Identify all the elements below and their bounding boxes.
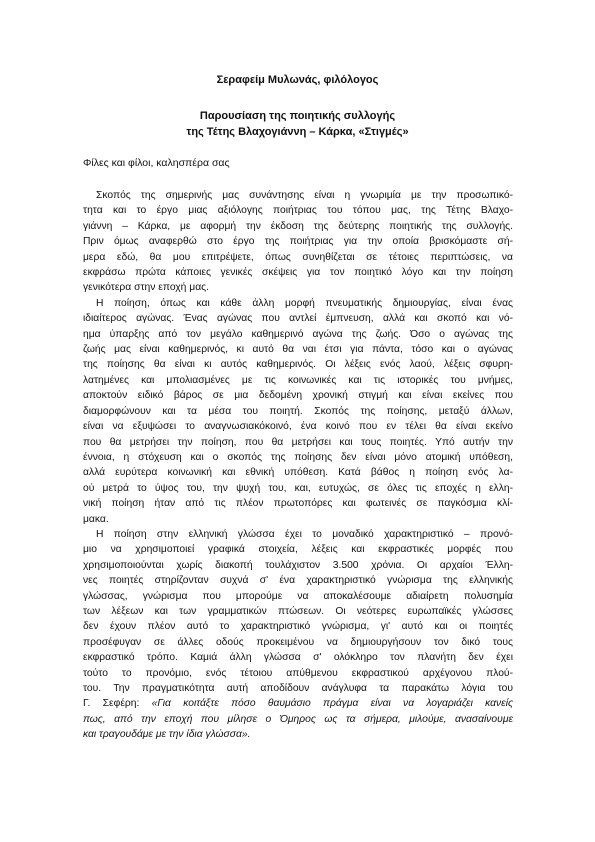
- text-line: νική ποίηση ήταν από τις πλέον πρωτοπόρες και φωτεινές σε παγκόσμια κλί-: [83, 498, 513, 510]
- quote-line: [83, 696, 513, 711]
- text-line: της ποίησης θα είναι κι αυτός καθημερινός. Οι λέξεις ενός λαού, λέξεις σφυρη-: [83, 359, 513, 371]
- presentation-title: [0, 108, 595, 140]
- text-line: γενικότερα στην εποχή μας.: [83, 282, 209, 294]
- text-line: εκφραστικό τρόπο. Καμιά άλλη γλώσσα σ' ολόκληρο τον πλανήτη δεν έχει: [83, 652, 513, 664]
- text-line: λατημένες και μπολιασμένες με τις κοινωνικές και τις ιστορικές του μνήμες,: [83, 374, 513, 386]
- text-line: αποκτούν ειδικό βάρος σε μια δεδομένη χρονική στιγμή και είναι εκείνες που: [83, 390, 513, 402]
- text-line: των λέξεων και των γραμματικών πτώσεων. Οι νεότερες ευρωπαϊκές γλώσσες: [83, 605, 513, 617]
- text-line: νες ποιητές στηρίζονταν συχνά σ' ένα χαρακτηριστικό γνώρισμα της ελληνικής: [83, 575, 513, 587]
- text-line: προσέφυγαν σε άλλες οδούς προκειμένου να δημιουργήσουν τον δικό τους: [83, 636, 513, 648]
- text-line: Η ποίηση στην ελληνική γλώσσα έχει το μοναδικό χαρακτηριστικό – προνό-: [96, 528, 513, 540]
- text-line: ού μετρά το ύψος του, την ψυχή του, και, ευτυχώς, σε όλες τις εποχές η ελλη-: [83, 482, 513, 494]
- text-line: δεν έχουν πλέον αυτό το χαρακτηριστικό γνώρισμα, γι' αυτό και οι ποιητές: [83, 621, 513, 633]
- title-line-1: Παρουσίαση της ποιητικής συλλογής: [199, 110, 396, 122]
- text-line: εκφράσω πρώτα κάποιες γενικές σκέψεις για τον ποιητικό λόγο και την ποίηση: [83, 267, 513, 279]
- text-line: αλλά ευρύτερα κοινωνική και εθνική υπόθεση. Κατά βάθος η ποίηση ενός λα-: [83, 467, 513, 479]
- author-line: Σεραφείμ Μυλωνάς, φιλόλογος: [216, 74, 379, 86]
- paragraph-3: [83, 527, 513, 743]
- text-line: έννοια, η στόχευση και ο σκοπός της ποίησης δεν είναι μόνο ατομική υπόθεση,: [83, 451, 513, 463]
- text-line: διαμορφώνουν και τα μέσα του ποιητή. Σκοπός της ποίησης, μεταξύ άλλων,: [83, 405, 513, 417]
- text-line: Πριν όμως αναφερθώ στο έργο της ποιήτριας για την οποία βρισκόμαστε σή-: [83, 236, 513, 248]
- quote-text: «Για κοιτάξτε πόσο θαυμάσιο πράγμα είναι να λογαριάζει κανείς: [151, 698, 513, 710]
- text-line: Η ποίηση, όπως και κάθε άλλη μορφή πνευματικής δημιουργίας, είναι ένας: [96, 297, 513, 309]
- text-line: γιάννη – Κάρκα, με αφορμή την έκδοση της δεύτερης ποιητικής της συλλογής.: [83, 220, 513, 232]
- quote-line: πως, από την εποχή που μίλησε ο Όμηρος ως τα σήμερα, μιλούμε, ανασαίνουμε: [83, 713, 513, 725]
- greeting: Φίλες και φίλοι, καλησπέρα σας: [83, 157, 230, 169]
- paragraph-2: [83, 296, 513, 527]
- text-line: ημα ύπαρξης από τον μεγάλο καθημερινό αγώνα της ζωής. Όσο ο αγώνας της: [83, 328, 513, 340]
- text-line: τητα και το έργο μιας αξιόλογης ποιήτριας του τόπου μας, της Τέτης Βλαχο-: [83, 205, 513, 217]
- quote-attribution: Γ. Σεφέρη:: [83, 698, 152, 710]
- body-text: [83, 188, 513, 743]
- text-line: Σκοπός της σημερινής μας συνάντησης είναι η γνωριμία με την προσωπικό-: [96, 190, 513, 201]
- text-line: ιδιαίτερος αγώνας. Ένας αγώνας που αντλεί έμπνευση, αλλά και σκοπό και νό-: [83, 313, 513, 325]
- text-line: τούτο το προνόμιο, ενός τέτοιου απύθμενου εκφραστικού αρχέγονου πλού-: [83, 667, 513, 679]
- text-line: είναι να εξυψώσει το αναγνωσιακόκοινό, ένα κοινό που εν τέλει θα είναι εκείνο: [83, 421, 513, 433]
- title-line-2: της Τέτης Βλαχογιάννη – Κάρκα, «Στιγμές»: [186, 126, 409, 138]
- text-line: γλώσσας, γνώρισμα που μπορούμε να αποκαλέσουμε αδιαίρετη πολυσημία: [83, 590, 513, 602]
- text-line: που θα μετρήσει την ποίηση, που θα μετρήσει και τους ποιητές. Υπό αυτήν την: [83, 436, 513, 448]
- text-line: ζωής μας είναι καθημερινός, κι αυτό θα ναι έτσι για πάντα, τόσο και ο αγώνας: [83, 344, 513, 356]
- text-line: μιο να χρησιμοποιεί γραφικά στοιχεία, λέξεις και εκφραστικές μορφές που: [83, 544, 513, 556]
- text-line: μερα εδώ, θα μου επιτρέψετε, όπως συνηθίζεται σε τέτοιες περιπτώσεις, να: [83, 251, 513, 263]
- text-line: μακα.: [83, 513, 109, 525]
- paragraph-1: [83, 188, 513, 296]
- text-line: του. Την πραγματικότητα αυτή αποδίδουν ανάγλυφα τα παρακάτω λόγια του: [83, 683, 513, 694]
- quote-line: και τραγουδάμε με την ίδια γλώσσα».: [83, 729, 251, 741]
- text-line: χρησιμοποιούνται χωρίς διακοπή τουλάχιστον 3.500 χρόνια. Οι αρχαίοι Έλλη-: [83, 559, 513, 571]
